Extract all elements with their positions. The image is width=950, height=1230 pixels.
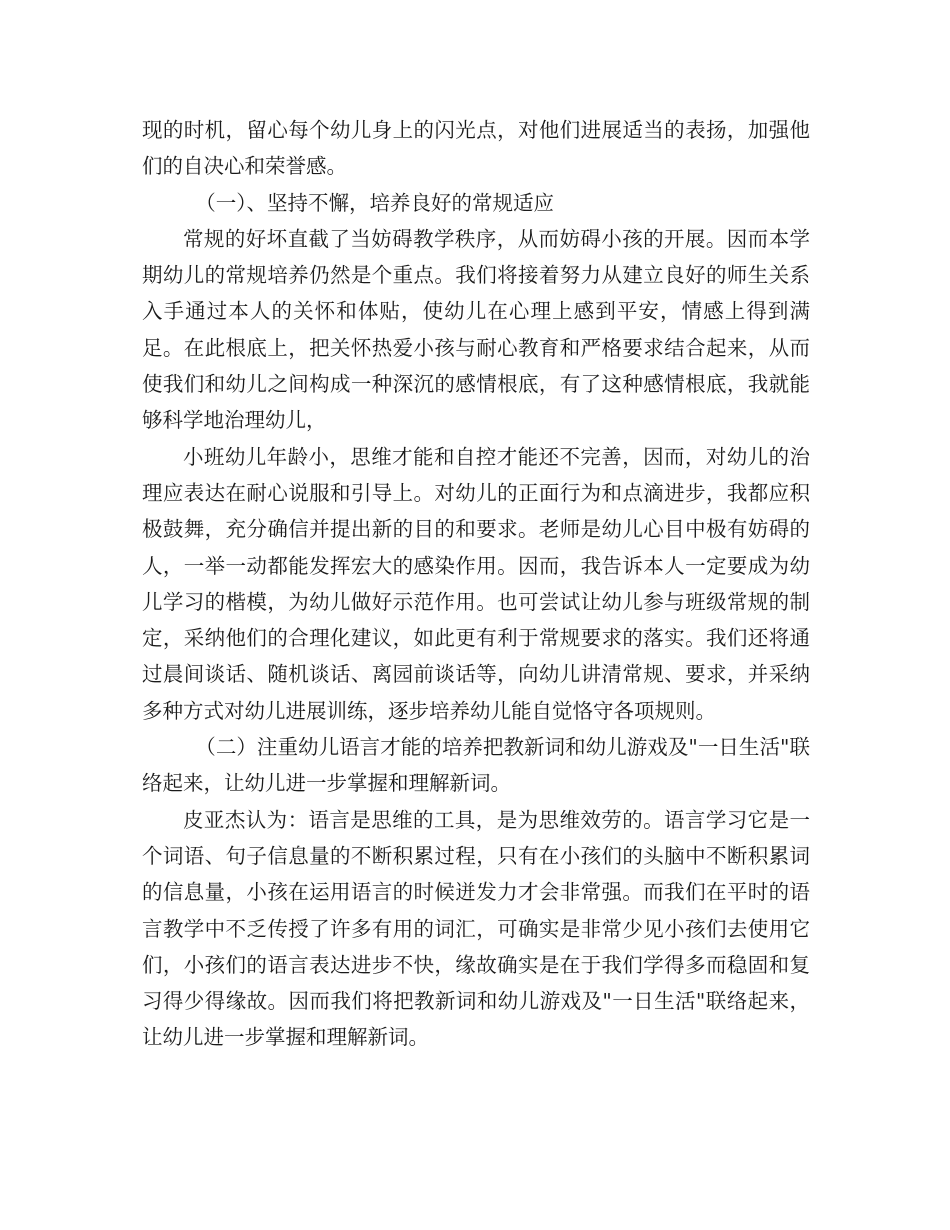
paragraph-small-class: 小班幼儿年龄小，思维才能和自控才能还不完善，因而，对幼儿的治理应表达在耐心说服和引导上。对幼儿的正面行为和点滴进步，我都应积极鼓舞，充分确信并提出新的目的和要求。老师是幼儿心目中极有妨碍的人，一举一动都能发挥宏大的感染作用。因而，我告诉本人一定要成为幼儿学习的楷模，为幼儿做好示范作用。也可尝试让幼儿参与班级常规的制定，采纳他们的合理化建议，如此更有利于常规要求的落实。我们还将通过晨间谈话、随机谈话、离园前谈话等，向幼儿讲清常规、要求，并采纳多种方式对幼儿进展训练，逐步培养幼儿能自觉恪守各项规则。 — [142, 444, 810, 723]
paragraph-piaget: 皮亚杰认为：语言是思维的工具，是为思维效劳的。语言学习它是一个词语、句子信息量的不断积累过程，只有在小孩们的头脑中不断积累词的信息量，小孩在运用语言的时候迸发力才会非常强。而我们在平时的语言教学中不乏传授了许多有用的词汇，可确实是非常少见小孩们去使用它们，小孩们的语言表达进步不快，缘故确实是在于我们学得多而稳固和复习得少得缘故。因而我们将把教新词和幼儿游戏及"一日生活"联络起来，让幼儿进一步掌握和理解新词。 — [142, 807, 810, 1050]
paragraph-routine: 常规的好坏直截了当妨碍教学秩序，从而妨碍小孩的开展。因而本学期幼儿的常规培养仍然是个重点。我们将接着努力从建立良好的师生关系入手通过本人的关怀和体贴，使幼儿在心理上感到平安，情感上得到满足。在此根底上，把关怀热爱小孩与耐心教育和严格要求结合起来，从而使我们和幼儿之间构成一种深沉的感情根底，有了这种感情根底，我就能够科学地治理幼儿， — [142, 226, 810, 433]
section-heading-1: （一）、坚持不懈，培养良好的常规适应 — [195, 190, 555, 215]
section-heading-2: （二）注重幼儿语言才能的培养把教新词和幼儿游戏及"一日生活"联络起来，让幼儿进一步掌握和理解新词。 — [142, 735, 810, 796]
paragraph-continuation: 现的时机，留心每个幼儿身上的闪光点，对他们进展适当的表扬，加强他们的自决心和荣誉感。 — [142, 118, 810, 179]
document-body — [142, 112, 810, 1056]
